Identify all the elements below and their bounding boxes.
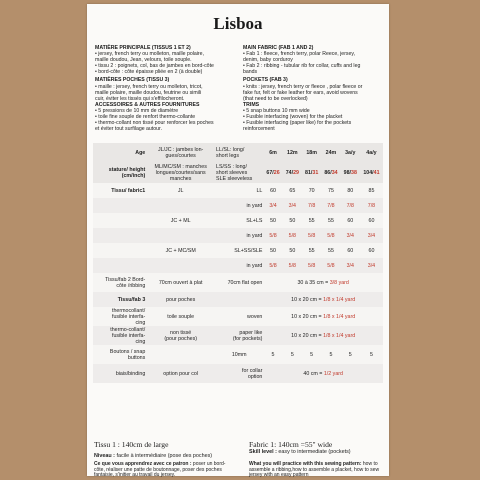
- row-variant-fr: [146, 198, 215, 213]
- row-label: Boutons / snap buttons: [93, 345, 146, 364]
- material-row: [93, 307, 383, 326]
- row-variant-fr: toile souple: [146, 307, 215, 326]
- row-variant-en: woven: [215, 307, 263, 326]
- height-value: 67/26: [263, 163, 282, 183]
- height-inch: 38: [351, 170, 357, 176]
- material-line: • 5 snap buttons 10 mm wide: [243, 107, 310, 114]
- row-value: 5: [360, 345, 383, 364]
- row-value: 55: [321, 213, 340, 228]
- fabric-row: [93, 213, 383, 228]
- size-label: 6m: [263, 143, 282, 163]
- material-line: fake fur, felt or fake leather for ears, avoid wovens: [243, 89, 358, 96]
- row-value: 55: [302, 213, 321, 228]
- learn-label: What you will practice with this sewing pattern:: [249, 461, 362, 467]
- span-yard: 1/2 yard: [323, 370, 343, 377]
- height-value: 74/29: [283, 163, 302, 183]
- material-line: denim, baby corduroy: [243, 57, 293, 64]
- row-value: 5: [263, 345, 282, 364]
- row-variant-fr: [146, 258, 215, 273]
- material-line: et éviter tout surfilage autour.: [95, 126, 162, 133]
- row-label: biais/binding: [93, 364, 146, 383]
- size-label: 18m: [302, 143, 321, 163]
- row-value: 5: [321, 345, 340, 364]
- row-value: 5/8: [321, 228, 340, 243]
- material-line: • knits : jersey, french terry or fleece , polar fleece or: [243, 83, 363, 90]
- row-value: 3/4: [263, 198, 282, 213]
- jl-label: JL/JC : jambes lon- gues/courtes: [146, 143, 215, 163]
- row-value: 75: [321, 183, 340, 198]
- ls-label: LS/SS : long/ short sleeves SLE sleeveless: [215, 163, 263, 183]
- height-inch: 41: [373, 170, 380, 176]
- row-label: [93, 243, 146, 258]
- height-value: 86/34: [321, 163, 340, 183]
- material-line: bands: [243, 69, 258, 76]
- header-row: [93, 143, 383, 163]
- row-variant-en: 70cm flat open: [215, 273, 263, 292]
- yardage-table: [93, 143, 383, 383]
- row-variant-fr: [146, 228, 215, 243]
- span-value: 40 cm = 1/2 yard: [263, 364, 383, 383]
- fabric-row: [93, 228, 383, 243]
- row-label: [93, 228, 146, 243]
- row-value: 5/8: [283, 258, 302, 273]
- height-row: [93, 163, 383, 183]
- row-label: [93, 258, 146, 273]
- row-value: 50: [283, 213, 302, 228]
- stature-label: stature/ height (cm/inch): [93, 163, 146, 183]
- row-value: 60: [341, 243, 360, 258]
- material-row: [93, 326, 383, 345]
- material-line: maille polaire, maille doudou, feutrine ou simili: [95, 89, 202, 96]
- section-heading: MATIÈRES POCHES (TISSU 3): [95, 77, 170, 84]
- material-line: • bord-côte : côte épaisse pliée en 2 (à double): [95, 69, 203, 76]
- ml-label: ML/MC/SM : manches longues/courtes/sans manches: [146, 163, 215, 183]
- ll-label: LL/SL: long/ short legs: [215, 143, 263, 163]
- material-row: [93, 273, 383, 292]
- height-value: 104/41: [360, 163, 383, 183]
- pattern-title: Lisboa: [213, 14, 263, 33]
- material-line: • jersey, french terry ou molleton, maille polaire,: [95, 51, 204, 58]
- height-inch: 34: [331, 170, 338, 176]
- row-variant-fr: 70cm ouvert à plat: [146, 273, 215, 292]
- age-label: Age: [93, 143, 146, 163]
- section-heading: TRIMS: [243, 101, 260, 108]
- row-variant-en: LL: [215, 183, 263, 198]
- row-variant-fr: JL: [146, 183, 215, 198]
- section-heading: MATIÈRE PRINCIPALE (TISSUS 1 ET 2): [95, 45, 191, 51]
- row-value: 7/8: [302, 198, 321, 213]
- material-line: • toile fine souple de renfort thermo-collante: [95, 114, 196, 121]
- fabric-width-fr: Tissu 1 : 140cm de large: [94, 440, 169, 449]
- bias-row: [93, 364, 383, 383]
- row-value: 60: [360, 243, 383, 258]
- row-variant-en: SL+SS/SLE: [215, 243, 263, 258]
- row-value: 85: [360, 183, 383, 198]
- apprendre-label: Ce que vous apprendrez avec ce patron :: [94, 461, 192, 467]
- pattern-card: [87, 4, 389, 479]
- skill-text: easy to intermediate (pockets): [276, 449, 351, 455]
- row-value: 5/8: [302, 228, 321, 243]
- section-heading: MAIN FABRIC (FAB 1 AND 2): [243, 45, 314, 51]
- row-variant-fr: JC + ML: [146, 213, 215, 228]
- row-value: 3/4: [360, 228, 383, 243]
- niveau-block: [94, 453, 234, 459]
- height-inch: 26: [273, 170, 280, 176]
- fabric-width-en: Fabric 1: 140cm =55" wide: [249, 440, 333, 449]
- row-variant-en: in yard: [215, 258, 263, 273]
- height-value: 81/31: [302, 163, 321, 183]
- span-value: 10 x 20 cm = 1/8 x 1/4 yard: [263, 326, 383, 345]
- row-variant-fr: non tissé (pour poches): [146, 326, 215, 345]
- niveau-label: Niveau :: [94, 453, 115, 459]
- row-value: 3/4: [341, 228, 360, 243]
- row-value: 5/8: [263, 258, 282, 273]
- row-value: 50: [263, 243, 282, 258]
- size-label: 24m: [321, 143, 340, 163]
- row-label: [93, 213, 146, 228]
- row-label: Tissu/fab 3: [93, 292, 146, 307]
- skill-block: [249, 449, 385, 455]
- size-label: 12m: [283, 143, 302, 163]
- row-variant-en: [215, 292, 263, 307]
- material-line: maille doudou, Jean, velours, toile souple.: [95, 57, 192, 64]
- material-line: • tissu 2 : poignets, col, bas de jambes en bord-côte: [95, 63, 214, 70]
- row-value: 3/4: [283, 198, 302, 213]
- span-value: 10 x 20 cm = 1/8 x 1/4 yard: [263, 292, 383, 307]
- size-label: 3a/y: [341, 143, 360, 163]
- span-yard: 1/8 x 1/4 yard: [323, 332, 356, 339]
- row-variant-fr: JC + MC/SM: [146, 243, 215, 258]
- material-line: cuir, éviter les tissés qui s'effilocheront.: [95, 95, 185, 102]
- row-value: 80: [341, 183, 360, 198]
- section-heading: ACCESSOIRES & AUTRES FOURNITURES: [95, 101, 200, 108]
- row-value: 50: [283, 243, 302, 258]
- height-inch: 31: [312, 170, 319, 176]
- apprendre-block: [94, 462, 234, 479]
- row-value: 5: [283, 345, 302, 364]
- height-inch: 29: [293, 170, 299, 176]
- row-value: 5: [302, 345, 321, 364]
- row-value: 50: [263, 213, 282, 228]
- span-value: 10 x 20 cm = 1/8 x 1/4 yard: [263, 307, 383, 326]
- row-value: 55: [302, 243, 321, 258]
- size-label: 4a/y: [360, 143, 383, 163]
- row-value: 60: [263, 183, 282, 198]
- row-value: 7/8: [341, 198, 360, 213]
- fabric-row: [93, 258, 383, 273]
- material-line: • Fab 1 : fleece, french terry, polar Reece, jersey,: [243, 51, 356, 58]
- row-label: thermocollant/ fusible interfa- cing: [93, 307, 146, 326]
- fabric-row: [93, 183, 383, 198]
- row-value: 55: [321, 243, 340, 258]
- row-value: 60: [341, 213, 360, 228]
- fabric-row: [93, 198, 383, 213]
- row-value: 5/8: [321, 258, 340, 273]
- row-value: 5/8: [263, 228, 282, 243]
- row-value: 7/8: [321, 198, 340, 213]
- : [146, 345, 215, 364]
- row-variant-en: paper like (for pockets): [215, 326, 263, 345]
- row-label: Tissu/ fabric1: [93, 183, 146, 198]
- row-value: 70: [302, 183, 321, 198]
- material-line: reinforcement: [243, 126, 275, 133]
- row-value: 3/4: [341, 258, 360, 273]
- row-value: 60: [360, 213, 383, 228]
- material-line: (that need to be overlocked): [243, 95, 308, 102]
- material-line: • maille : jersey, french terry ou molleton, tricot,: [95, 83, 203, 90]
- row-variant-en: in yard: [215, 228, 263, 243]
- row-value: 5/8: [302, 258, 321, 273]
- learn-text: how to assemble a ribbing,how to assemble a placket, how to sew jersey with an easy pattern: [249, 461, 380, 479]
- fabric-row: [93, 243, 383, 258]
- span-yard: 3/8 yard: [329, 279, 349, 286]
- span-yard: 1/8 x 1/4 yard: [323, 313, 356, 320]
- learn-block: [249, 462, 385, 479]
- material-row: [93, 292, 383, 307]
- row-value: 3/4: [360, 258, 383, 273]
- material-line: • thermo-collant non tissé pour renforcer les poches: [95, 120, 214, 127]
- row-variant-fr: pour poches: [146, 292, 215, 307]
- row-variant-en: SL+LS: [215, 213, 263, 228]
- row-variant-en: for collar option: [215, 364, 263, 383]
- section-heading: POCKETS (FAB 3): [243, 77, 288, 84]
- row-variant-fr: option pour col: [146, 364, 215, 383]
- apprendre-text: poser un bord-côte, réaliser une patte de boutonnage, poser des poches fantaisie, s'initier au travail du jersey.: [94, 461, 226, 479]
- materials-french: [95, 45, 235, 132]
- material-line: • Fab 2 : ribbing - tubular rib for collar, cuffs and leg: [243, 63, 361, 70]
- span-yard: 1/8 x 1/4 yard: [323, 296, 356, 303]
- row-variant-en: in yard: [215, 198, 263, 213]
- height-value: 98/38: [341, 163, 360, 183]
- row-label: thermo-collant/ fusible interfa- cing: [93, 326, 146, 345]
- niveau-text: facile à intermédiaire (pose des poches): [114, 453, 213, 459]
- row-value: 7/8: [360, 198, 383, 213]
- row-value: 5/8: [283, 228, 302, 243]
- row-label: [93, 198, 146, 213]
- row-value: 5: [341, 345, 360, 364]
- skill-label: Skill level :: [249, 449, 277, 455]
- material-line: • 5 pressions de 10 mm de diamètre: [95, 107, 179, 114]
- row-value: 65: [283, 183, 302, 198]
- row-label: Tissu/fab 2 Bord- côte /ribbing: [93, 273, 146, 292]
- snaps-row: [93, 345, 383, 364]
- span-value: 30 à 35 cm = 3/8 yard: [263, 273, 383, 292]
- material-line: • Fusible interfacing (woven) for the placket: [243, 114, 343, 121]
- materials-english: [243, 45, 383, 132]
- snap-size: 10mm: [215, 345, 263, 364]
- material-line: • Fusible interfacing (paper like) for the pockets: [243, 120, 352, 127]
